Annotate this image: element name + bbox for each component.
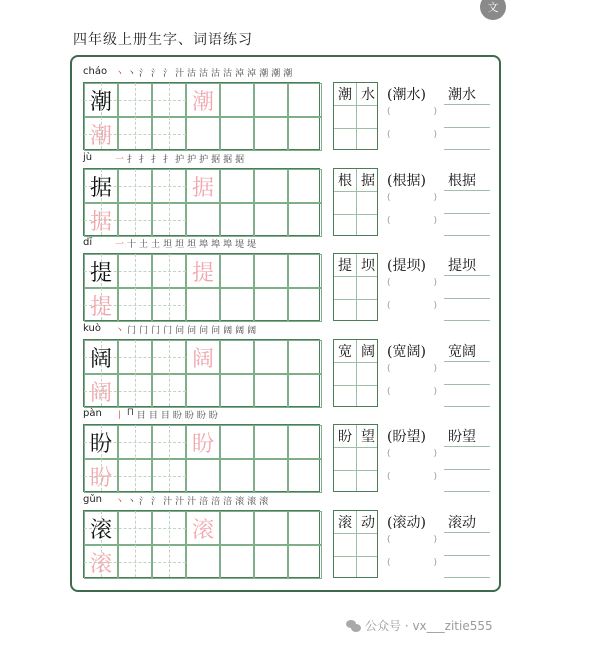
practice-row [83, 323, 495, 409]
stroke-step: 汁 [175, 496, 185, 507]
word-char-1: 提 [338, 258, 352, 274]
trace-character: 潮 [89, 124, 112, 149]
trace-character: 滚 [191, 517, 214, 543]
writing-cell[interactable] [254, 203, 288, 237]
stroke-step: 门 [139, 325, 149, 336]
writing-cell[interactable] [254, 288, 288, 322]
pinyin-label: dī [83, 237, 93, 248]
writing-cell[interactable] [288, 340, 322, 374]
stroke-step: 沽 [223, 69, 233, 79]
model-character: 据 [89, 175, 112, 201]
blank-parens[interactable]: ( ) [387, 130, 437, 140]
word-char-2: 坝 [361, 258, 375, 274]
stroke-step: 据 [211, 154, 221, 165]
guide-line [169, 83, 170, 149]
stroke-step: 丶 [115, 496, 125, 507]
stroke-step: 坦 [175, 240, 185, 250]
trace-character: 提 [89, 295, 112, 320]
trace-character: 阔 [191, 346, 214, 372]
writing-cell[interactable] [220, 83, 254, 117]
writing-cell[interactable] [186, 117, 220, 151]
stroke-order [115, 237, 256, 250]
stroke-step: 涪 [211, 496, 221, 507]
writing-line[interactable] [444, 361, 490, 362]
stroke-step: 问 [187, 325, 197, 336]
word-paren-column [387, 339, 437, 407]
blank-parens[interactable]: ( ) [387, 278, 437, 288]
writing-line[interactable] [444, 469, 490, 470]
writing-line[interactable] [444, 555, 490, 556]
writing-line[interactable] [444, 127, 490, 128]
pinyin-label: jù [83, 151, 93, 163]
writing-line[interactable] [444, 104, 490, 105]
writing-cell[interactable] [288, 374, 322, 408]
stroke-step: 滚 [259, 496, 269, 507]
stroke-step: 埠 [223, 240, 233, 250]
stroke-step: 土 [151, 240, 161, 250]
guide-line [169, 169, 170, 235]
stroke-step: 扌 [151, 154, 161, 165]
page-title: 四年级上册生字、词语练习 [73, 32, 253, 48]
writing-line[interactable] [444, 213, 490, 214]
blank-parens[interactable]: ( ) [387, 534, 437, 545]
practice-row [83, 152, 495, 238]
stroke-step: 潮 [259, 69, 269, 79]
word-grid [333, 510, 378, 578]
guide-line [135, 169, 136, 235]
word-char-2: 阔 [361, 343, 375, 360]
word-in-parens: (根据) [387, 172, 426, 189]
stroke-step: 目 [136, 411, 146, 421]
writing-line[interactable] [444, 577, 490, 578]
stroke-step: 坦 [163, 240, 173, 250]
stroke-step: 一 [115, 240, 125, 250]
word-paren-column [387, 510, 437, 578]
writing-cell[interactable] [288, 288, 322, 322]
stroke-order [115, 494, 268, 507]
stroke-step: 门 [151, 325, 161, 336]
trace-character: 阔 [89, 380, 112, 406]
blank-parens[interactable]: ( ) [387, 449, 437, 459]
word-char-2: 动 [361, 514, 375, 531]
writing-cell[interactable] [254, 117, 288, 151]
writing-line[interactable] [444, 532, 490, 533]
writing-cell[interactable] [220, 374, 254, 408]
trace-character: 滚 [89, 551, 112, 577]
writing-cell[interactable] [254, 340, 288, 374]
stroke-step: 埠 [199, 240, 209, 250]
blank-parens[interactable]: ( ) [387, 472, 437, 482]
writing-cell[interactable] [186, 203, 220, 237]
guide-line [135, 340, 136, 406]
word-char-1: 盼 [338, 429, 352, 445]
writing-grid [83, 424, 320, 492]
writing-cell[interactable] [220, 459, 254, 493]
writing-line[interactable] [444, 149, 490, 150]
word-grid [333, 424, 378, 492]
stroke-order [115, 152, 244, 165]
guide-line [169, 425, 170, 491]
stroke-step: 滚 [235, 496, 245, 507]
stroke-step: 阔 [247, 325, 257, 336]
writing-line[interactable] [444, 446, 490, 447]
writing-cell[interactable] [220, 340, 254, 374]
writing-cell[interactable] [220, 545, 254, 579]
stroke-step: 扌 [163, 154, 173, 165]
stroke-step: 涪 [223, 496, 233, 507]
word-grid [333, 253, 378, 321]
word-char-1: 宽 [338, 343, 352, 360]
writing-cell[interactable] [254, 374, 288, 408]
writing-cell[interactable] [186, 288, 220, 322]
writing-cell[interactable] [288, 459, 322, 493]
writing-grid [83, 253, 320, 321]
stroke-step: 沽 [187, 69, 197, 79]
writing-line[interactable] [444, 491, 490, 492]
writing-cell[interactable] [220, 511, 254, 545]
word-on-line: 根据 [448, 172, 476, 189]
writing-cell[interactable] [254, 545, 288, 579]
word-grid [333, 339, 378, 407]
word-on-line: 宽阔 [448, 343, 476, 360]
translate-icon: 文 [487, 1, 499, 14]
blank-parens[interactable]: ( ) [387, 192, 437, 203]
writing-line[interactable] [444, 275, 490, 276]
watermark-text: 公众号 · vx___zitie555 [365, 619, 493, 633]
model-character: 提 [89, 261, 112, 286]
pinyin-label: cháo [83, 66, 108, 77]
word-in-parens: (宽阔) [387, 343, 426, 360]
word-paren-column [387, 424, 437, 492]
stroke-step: 盼 [196, 411, 206, 421]
stroke-step: 扌 [127, 154, 137, 165]
writing-line[interactable] [444, 320, 490, 321]
writing-cell[interactable] [254, 425, 288, 459]
word-in-parens: (滚动) [387, 514, 426, 531]
writing-cell[interactable] [288, 254, 322, 288]
practice-row [83, 66, 495, 152]
stroke-step: 丶 [115, 69, 125, 79]
blank-parens[interactable]: ( ) [387, 301, 437, 311]
word-paren-column [387, 168, 437, 236]
stroke-step: 门 [127, 325, 137, 336]
stroke-step: 问 [199, 325, 209, 336]
stroke-step: 问 [211, 325, 221, 336]
watermark [346, 617, 493, 634]
word-on-line: 提坝 [448, 258, 476, 274]
practice-row [83, 408, 495, 494]
word-in-parens: (提坝) [387, 258, 426, 274]
guide-line [135, 425, 136, 491]
writing-line[interactable] [444, 384, 490, 385]
stroke-step: 堤 [247, 240, 257, 250]
guide-line [135, 511, 136, 577]
writing-cell[interactable] [288, 425, 322, 459]
writing-grid [83, 168, 320, 236]
word-char-1: 滚 [338, 514, 352, 531]
word-char-2: 望 [361, 429, 375, 445]
blank-parens[interactable]: ( ) [387, 363, 437, 374]
model-character: 潮 [89, 90, 112, 115]
stroke-step: 淖 [235, 69, 245, 79]
writing-cell[interactable] [254, 169, 288, 203]
word-line-column [444, 339, 490, 407]
writing-cell[interactable] [186, 374, 220, 408]
stroke-step: 丶 [127, 496, 137, 507]
stroke-step: 十 [127, 240, 137, 250]
word-line-column [444, 253, 490, 321]
stroke-step: 丨 [115, 411, 125, 421]
trace-character: 盼 [191, 432, 214, 457]
stroke-step: 护 [175, 154, 185, 165]
stroke-step: 潮 [283, 69, 293, 79]
worksheet-frame [70, 55, 501, 592]
writing-grid [83, 339, 320, 407]
stroke-step: 氵 [139, 69, 149, 79]
word-line-column [444, 168, 490, 236]
stroke-step: 氵 [139, 496, 149, 507]
guide-line [135, 83, 136, 149]
practice-row [83, 237, 495, 323]
writing-cell[interactable] [288, 83, 322, 117]
stroke-step: 目 [160, 411, 170, 421]
word-char-1: 根 [338, 172, 352, 189]
word-char-2: 水 [361, 87, 375, 103]
stroke-order [115, 66, 292, 79]
writing-line[interactable] [444, 406, 490, 407]
writing-cell[interactable] [288, 511, 322, 545]
stroke-step: 土 [139, 240, 149, 250]
stroke-step: 一 [115, 154, 125, 165]
pinyin-label: kuò [83, 322, 101, 334]
stroke-step: 涪 [199, 496, 209, 507]
model-character: 滚 [89, 517, 112, 543]
stroke-step: 坦 [187, 240, 197, 250]
trace-character: 盼 [89, 466, 112, 491]
stroke-step: 丶 [127, 69, 137, 79]
stroke-step: 门 [163, 325, 173, 336]
word-on-line: 潮水 [448, 87, 476, 103]
stroke-step: 淖 [247, 69, 257, 79]
trace-character: 提 [191, 261, 214, 286]
blank-parens[interactable]: ( ) [387, 107, 437, 117]
writing-cell[interactable] [288, 169, 322, 203]
trace-character: 潮 [191, 90, 214, 115]
stroke-step: 沽 [211, 69, 221, 79]
stroke-order [115, 323, 256, 336]
word-grid [333, 168, 378, 236]
blank-parens[interactable]: ( ) [387, 557, 437, 568]
stroke-step: 盼 [184, 411, 194, 421]
stroke-step: 汁 [163, 496, 173, 507]
blank-parens[interactable]: ( ) [387, 386, 437, 397]
word-char-1: 潮 [338, 87, 352, 103]
word-line-column [444, 82, 490, 150]
writing-cell[interactable] [220, 254, 254, 288]
stroke-step: 氵 [163, 69, 173, 79]
writing-cell[interactable] [254, 511, 288, 545]
writing-cell[interactable] [220, 117, 254, 151]
stroke-step: 阔 [223, 325, 233, 336]
writing-cell[interactable] [220, 425, 254, 459]
stroke-step: 丶 [115, 325, 125, 336]
word-on-line: 盼望 [448, 429, 476, 445]
writing-cell[interactable] [288, 203, 322, 237]
writing-cell[interactable] [288, 545, 322, 579]
guide-line [169, 340, 170, 406]
stroke-step: 护 [187, 154, 197, 165]
word-paren-column [387, 253, 437, 321]
stroke-step: 扌 [139, 154, 149, 165]
stroke-step: 滚 [247, 496, 257, 507]
writing-cell[interactable] [186, 545, 220, 579]
stroke-step: 护 [199, 154, 209, 165]
word-in-parens: (盼望) [387, 429, 426, 445]
stroke-step: 氵 [151, 69, 161, 79]
guide-line [169, 511, 170, 577]
guide-line [135, 254, 136, 320]
word-char-2: 据 [361, 172, 375, 189]
trace-character: 据 [89, 209, 112, 235]
word-grid [333, 82, 378, 150]
stroke-step: 问 [175, 325, 185, 336]
writing-cell[interactable] [254, 459, 288, 493]
model-character: 盼 [89, 432, 112, 457]
word-line-column [444, 424, 490, 492]
stroke-order [115, 408, 218, 421]
word-paren-column [387, 82, 437, 150]
stroke-step: 阔 [235, 325, 245, 336]
guide-line [169, 254, 170, 320]
trace-character: 据 [191, 175, 214, 201]
stroke-step: 氵 [151, 496, 161, 507]
stroke-step: 埠 [211, 240, 221, 250]
stroke-step: 据 [223, 154, 233, 165]
word-line-column [444, 510, 490, 578]
model-character: 阔 [89, 346, 112, 372]
writing-cell[interactable] [254, 83, 288, 117]
writing-grid [83, 510, 320, 578]
practice-row [83, 494, 495, 580]
stroke-step: 堤 [235, 240, 245, 250]
writing-cell[interactable] [220, 288, 254, 322]
writing-line[interactable] [444, 190, 490, 191]
writing-cell[interactable] [220, 169, 254, 203]
writing-cell[interactable] [186, 459, 220, 493]
stroke-step: 汁 [175, 69, 185, 79]
stroke-step: 汁 [187, 496, 197, 507]
writing-line[interactable] [444, 235, 490, 236]
writing-grid [83, 82, 320, 150]
wechat-icon [346, 620, 361, 632]
stroke-step: 盼 [172, 411, 182, 421]
writing-cell[interactable] [220, 203, 254, 237]
stroke-step: 沽 [199, 69, 209, 79]
stroke-step: 目 [148, 411, 158, 421]
writing-line[interactable] [444, 298, 490, 299]
stroke-step: Π [127, 408, 134, 418]
word-in-parens: (潮水) [387, 87, 426, 103]
blank-parens[interactable]: ( ) [387, 215, 437, 226]
writing-cell[interactable] [254, 254, 288, 288]
writing-cell[interactable] [288, 117, 322, 151]
stroke-step: 盼 [208, 411, 218, 421]
word-on-line: 滚动 [448, 514, 476, 531]
stroke-step: 潮 [271, 69, 281, 79]
stroke-step: 据 [235, 154, 245, 165]
translate-button[interactable] [480, 0, 506, 20]
pinyin-label: pàn [83, 408, 102, 419]
pinyin-label: gǔn [83, 493, 103, 505]
